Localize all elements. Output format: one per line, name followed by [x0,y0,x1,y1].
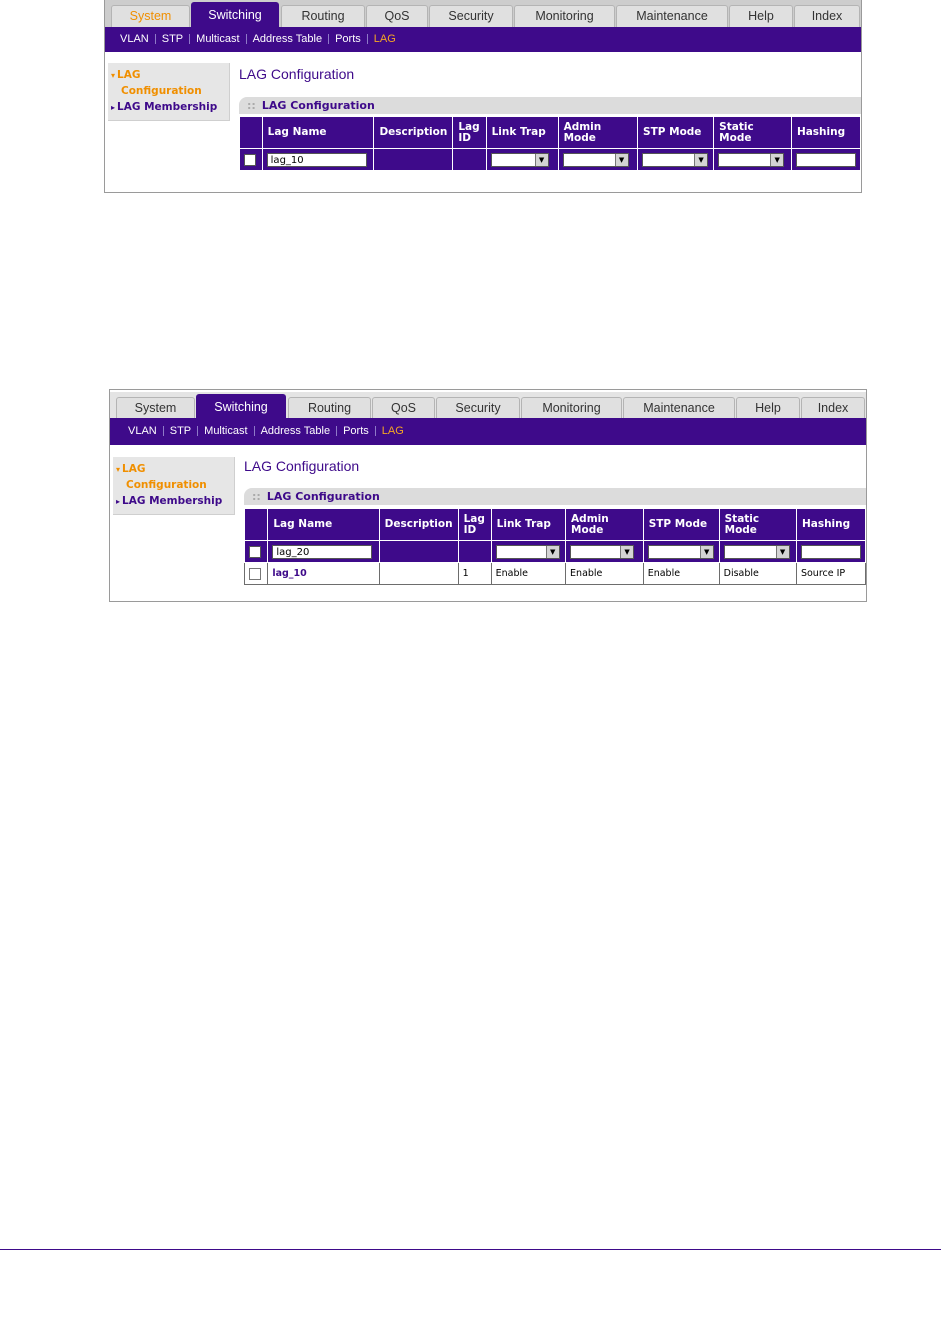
lag-id-cell [453,149,486,171]
sidebar [108,63,230,121]
header-hashing: Hashing [796,509,865,541]
chevron-right-icon: ▸ [116,497,121,506]
tab-help[interactable]: Help [729,5,793,27]
subnav-address-table[interactable]: Address Table [260,425,331,437]
tab-security[interactable]: Security [436,397,520,419]
chevron-down-icon: ▾ [111,71,116,80]
header-select [240,117,263,149]
page-title: LAG Configuration [244,458,360,474]
header-admin-mode: Admin Mode [558,117,637,149]
header-select [245,509,268,541]
sidebar [113,457,235,515]
row-checkbox[interactable] [249,568,261,580]
link-trap-select[interactable] [491,153,549,167]
header-description: Description [374,117,453,149]
header-static-mode: Static Mode [714,117,792,149]
subnav-lag[interactable]: LAG [373,33,396,45]
sidebar-item-lag-configuration[interactable]: ▾ LAG [116,463,146,475]
main-tab-bar [105,0,861,27]
static-mode-select[interactable] [724,545,790,559]
admin-mode-select[interactable] [570,545,634,559]
tab-qos[interactable]: QoS [366,5,428,27]
header-stp-mode: STP Mode [643,509,719,541]
tab-index[interactable]: Index [794,5,860,27]
screenshot-2 [109,389,867,602]
hashing-select[interactable] [801,545,861,559]
row-static-mode: Disable [719,563,796,585]
row-description [379,563,458,585]
tab-switching[interactable]: Switching [191,2,279,27]
header-lag-name: Lag Name [268,509,379,541]
tab-monitoring[interactable]: Monitoring [521,397,622,419]
screenshot-1 [104,0,862,193]
lag-name-input[interactable]: lag_20 [272,545,372,559]
chevron-down-icon: ▾ [116,465,121,474]
sidebar-item-lag-configuration-line2[interactable]: Configuration [121,85,202,97]
select-checkbox[interactable] [244,154,256,166]
lag-id-cell [458,541,491,563]
sidebar-item-lag-membership[interactable]: ▸ LAG Membership [111,101,218,113]
tab-help[interactable]: Help [736,397,800,419]
chevron-right-icon: ▸ [111,103,116,112]
tab-maintenance[interactable]: Maintenance [616,5,728,27]
header-link-trap: Link Trap [486,117,558,149]
tab-switching[interactable]: Switching [196,394,286,419]
subnav-vlan[interactable]: VLAN [120,33,149,45]
lag-table [239,116,861,171]
section-header: :: LAG Configuration [239,97,862,114]
dropdown-arrow-icon: ▼ [776,546,789,558]
link-trap-select[interactable] [496,545,560,559]
lag-table [244,508,866,585]
grip-icon: :: [252,490,261,503]
row-admin-mode: Enable [566,563,644,585]
row-lag-id: 1 [458,563,491,585]
main-tab-bar [110,392,866,418]
row-stp-mode: Enable [643,563,719,585]
stp-mode-select[interactable] [648,545,714,559]
header-stp-mode: STP Mode [638,117,714,149]
grip-icon: :: [247,99,256,112]
header-description: Description [379,509,458,541]
subnav-multicast[interactable]: Multicast [204,425,248,437]
sidebar-item-lag-configuration[interactable]: ▾ LAG [111,69,141,81]
sidebar-item-lag-membership[interactable]: ▸ LAG Membership [116,495,223,507]
sub-nav [110,418,866,445]
tab-monitoring[interactable]: Monitoring [514,5,615,27]
subnav-vlan[interactable]: VLAN [128,425,157,437]
section-header: :: LAG Configuration [244,488,867,505]
tab-system[interactable]: System [116,397,195,419]
description-cell [374,149,453,171]
header-admin-mode: Admin Mode [566,509,644,541]
header-link-trap: Link Trap [491,509,565,541]
subnav-stp[interactable]: STP [169,425,192,437]
select-checkbox[interactable] [249,546,261,558]
tab-security[interactable]: Security [429,5,513,27]
header-hashing: Hashing [791,117,860,149]
dropdown-arrow-icon: ▼ [770,154,783,166]
hashing-select[interactable] [796,153,856,167]
row-link-trap: Enable [491,563,565,585]
sidebar-item-lag-configuration-line2[interactable]: Configuration [126,479,207,491]
subnav-ports[interactable]: Ports [335,33,361,45]
lag-name-input[interactable]: lag_10 [267,153,367,167]
footer-rule [0,1249,941,1250]
sub-nav [105,27,861,52]
dropdown-arrow-icon: ▼ [700,546,713,558]
input-row [245,541,866,563]
row-hashing: Source IP [796,563,865,585]
stp-mode-select[interactable] [642,153,708,167]
subnav-multicast[interactable]: Multicast [196,33,240,45]
page-title: LAG Configuration [239,66,355,82]
tab-index[interactable]: Index [801,397,865,419]
input-row [240,149,861,171]
dropdown-arrow-icon: ▼ [694,154,707,166]
tab-maintenance[interactable]: Maintenance [623,397,735,419]
row-lag-name[interactable]: lag_10 [268,563,379,585]
static-mode-select[interactable] [718,153,784,167]
header-static-mode: Static Mode [719,509,796,541]
description-cell [379,541,458,563]
dropdown-arrow-icon: ▼ [620,546,633,558]
table-row [245,563,866,585]
dropdown-arrow-icon: ▼ [546,546,559,558]
tab-routing[interactable]: Routing [281,5,365,27]
tab-qos[interactable]: QoS [372,397,435,419]
tab-routing[interactable]: Routing [288,397,371,419]
subnav-lag[interactable]: LAG [381,425,404,437]
dropdown-arrow-icon: ▼ [535,154,548,166]
admin-mode-select[interactable] [563,153,629,167]
header-lag-id: Lag ID [453,117,486,149]
header-lag-id: Lag ID [458,509,491,541]
subnav-stp[interactable]: STP [161,33,184,45]
subnav-address-table[interactable]: Address Table [252,33,323,45]
dropdown-arrow-icon: ▼ [615,154,628,166]
tab-system[interactable]: System [111,5,190,27]
subnav-ports[interactable]: Ports [343,425,369,437]
header-lag-name: Lag Name [262,117,374,149]
